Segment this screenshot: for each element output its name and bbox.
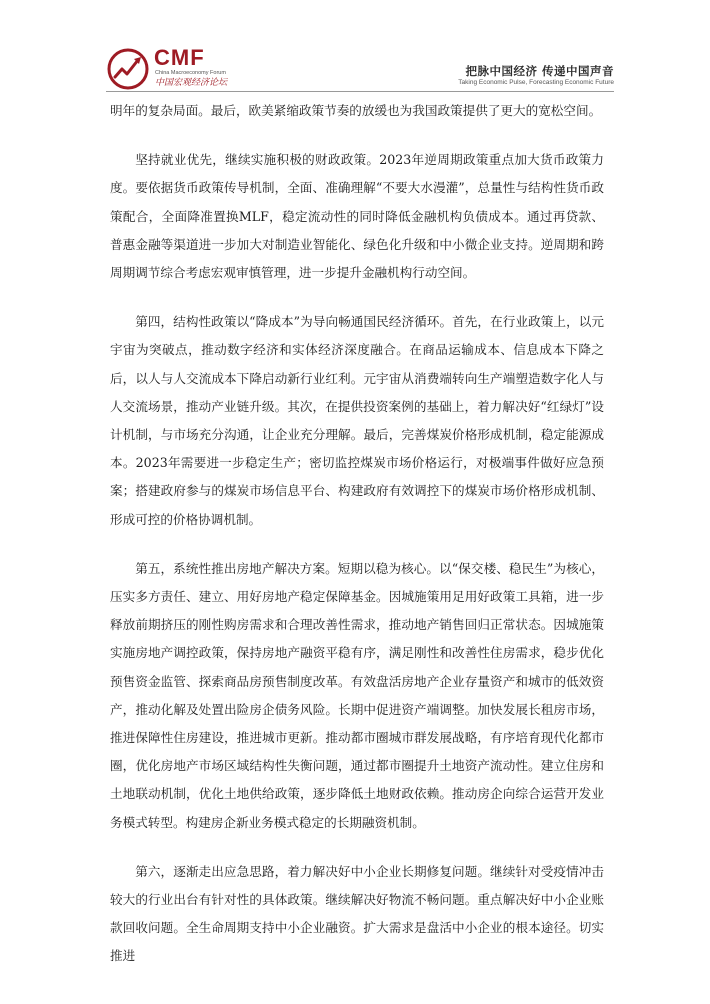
header-slogan-cn: 把脉中国经济 传递中国声音 bbox=[465, 64, 614, 78]
paragraph-spacer bbox=[110, 837, 604, 858]
header-divider bbox=[106, 91, 614, 92]
logo-subtitle-cn: 中国宏观经济论坛 bbox=[155, 78, 228, 88]
header-slogan-en: Taking Economic Pulse, Forecasting Economic Future bbox=[458, 79, 614, 86]
paragraph-structural-policy: 第四，结构性政策以“降成本”为导向畅通国民经济循环。首先，在行业政策上，以元宇宙为突破点，推动数字经济和实体经济深度融合。在商品运输成本、信息成本下降之后，以人与人交流成本下降启动新行业红利。元宇宙从消费端转向生产端塑造数字化人与人交流场景，推动产业链升级。其次，在提供投资案例的基础上，着力解决好“红绿灯”设计机制，与市场充分沟通，让企业充分理解。最后，完善煤炭价格形成机制，稳定能源成本。2023年需要进一步稳定生产；密切监控煤炭市场价格运行，对极端事件做好应急预案；搭建政府参与的煤炭市场信息平台、构建政府有效调控下的煤炭市场价格形成机制、形成可控的价格协调机制。 bbox=[110, 314, 604, 527]
logo-subtitle-en: China Macroeconomy Forum bbox=[155, 70, 226, 76]
cmf-logo bbox=[106, 47, 266, 93]
paragraph-sme: 第六，逐渐走出应急思路，着力解决好中小企业长期修复问题。继续针对受疫情冲击较大的行业出台有针对性的具体政策。继续解决好物流不畅问题。重点解决好中小企业账款回收问题。全生命周期支持中小企业融资。扩大需求是盘活中小企业的根本途径。切实推进 bbox=[110, 863, 604, 964]
logo-wordmark: CMF bbox=[154, 45, 205, 70]
paragraph-spacer bbox=[110, 534, 604, 555]
document-body bbox=[110, 97, 604, 971]
cmf-logo-icon bbox=[106, 47, 150, 91]
paragraph-continuation: 明年的复杂局面。最后，欧美紧缩政策节奏的放缓也为我国政策提供了更大的宽松空间。 bbox=[110, 103, 602, 118]
paragraph-real-estate: 第五，系统性推出房地产解决方案。短期以稳为核心。以“保交楼、稳民生”为核心，压实多方责任、建立、用好房地产稳定保障基金。因城施策用足用好政策工具箱，进一步释放前期挤压的刚性购房需求和合理改善性需求，推动地产销售回归正常状态。因城施策实施房地产调控政策，保持房地产融资平稳有序，满足刚性和改善性住房需求，稳步优化预售资金监管、探索商品房预售制度改革。有效盘活房地产企业存量资产和城市的低效资产，推动化解及处置出险房企债务风险。长期中促进资产端调整。加快发展长租房市场，推进保障性住房建设，推进城市更新。推动都市圈城市群发展战略，有序培育现代化都市圈，优化房地产市场区域结构性失衡问题，通过都市圈提升土地资产流动性。建立住房和土地联动机制，优化土地供给政策，逐步降低土地财政依赖。推动房企向综合运营开发业务模式转型。构建房企新业务模式稳定的长期融资机制。 bbox=[110, 560, 604, 830]
paragraph-spacer bbox=[110, 287, 604, 308]
paragraph-spacer bbox=[110, 125, 604, 146]
paragraph-monetary-policy: 坚持就业优先，继续实施积极的财政政策。2023年逆周期政策重点加大货币政策力度。要依据货币政策传导机制，全面、准确理解“不要大水漫灌”，总量性与结构性货币政策配合，全面降准置换MLF，稳定流动性的同时降低金融机构负债成本。通过再贷款、普惠金融等渠道进一步加大对制造业智能化、绿色化升级和中小微企业支持。逆周期和跨周期调节综合考虑宏观审慎管理，进一步提升金融机构行动空间。 bbox=[110, 152, 604, 281]
page-header bbox=[0, 0, 710, 92]
